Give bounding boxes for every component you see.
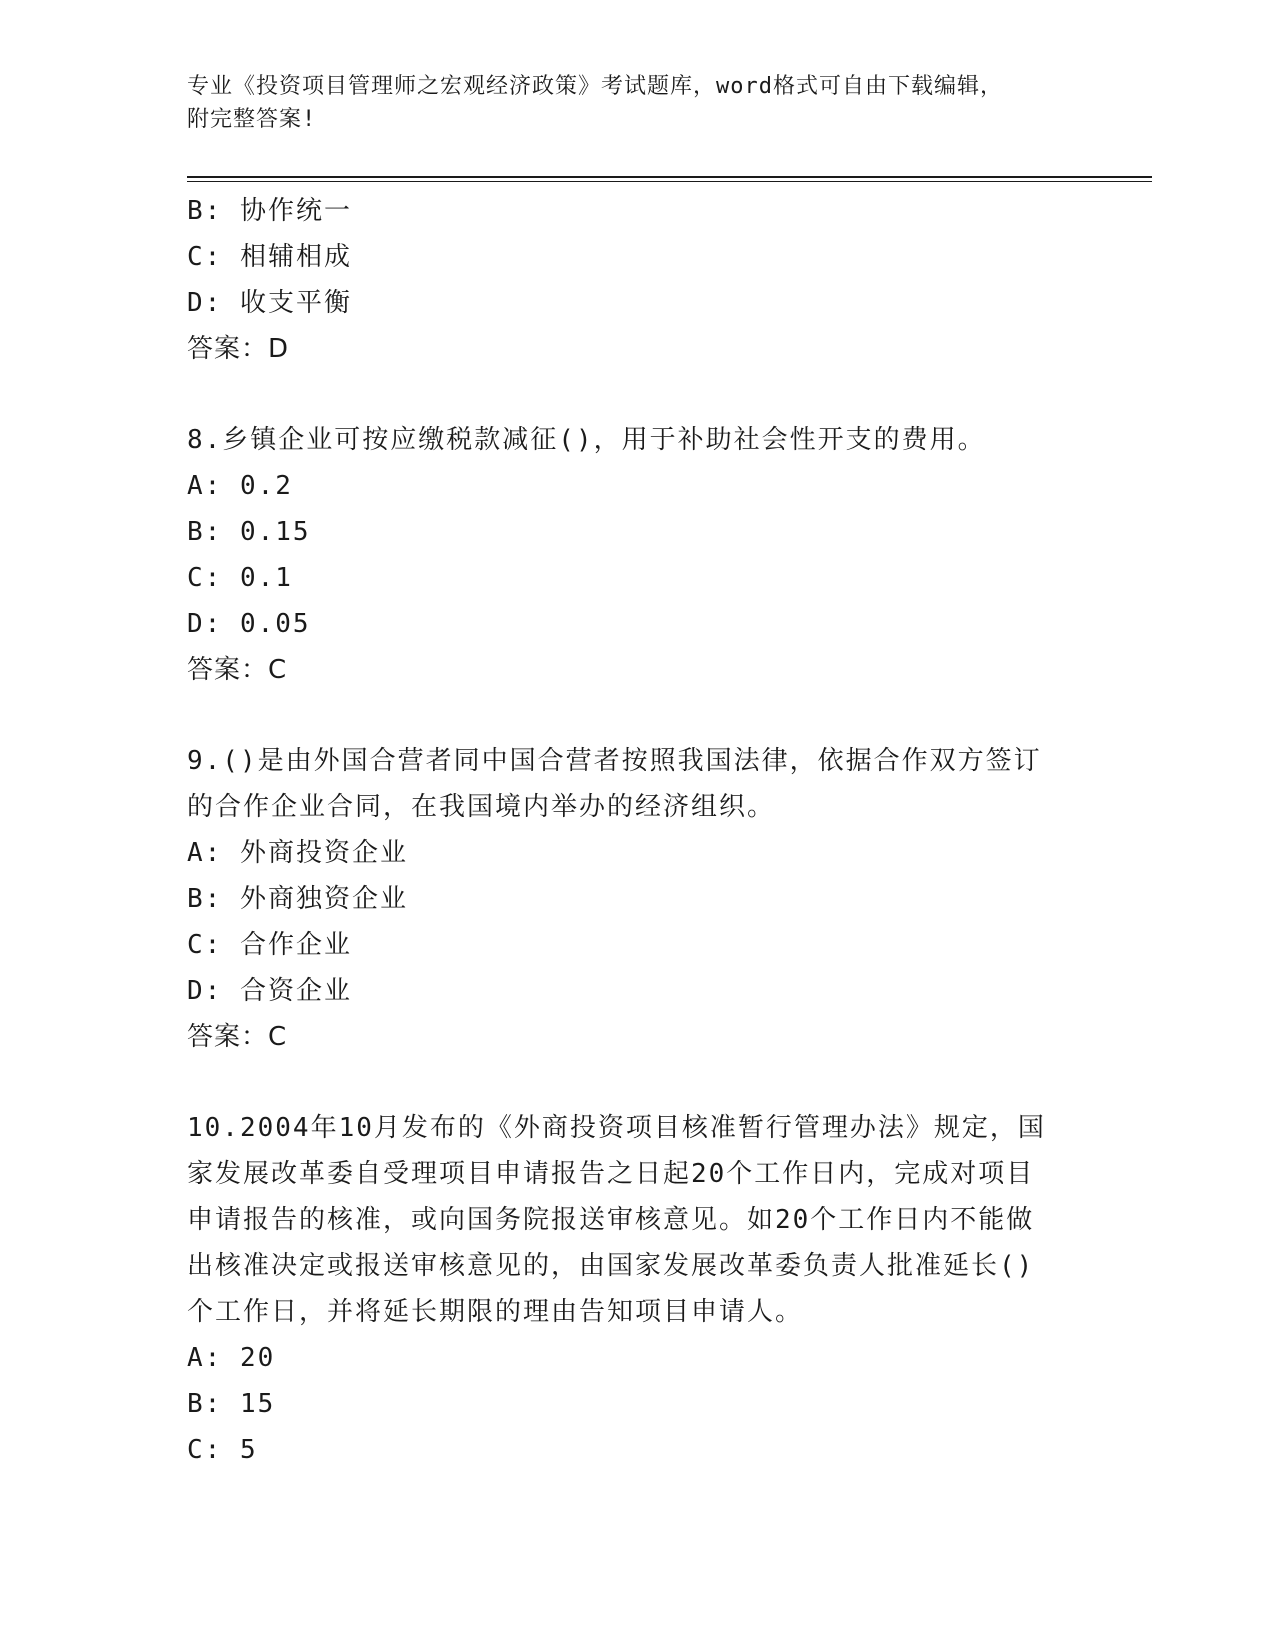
q8-option-d: D: 0.05 bbox=[187, 609, 311, 639]
q10-stem-line-5: 个工作日，并将延长期限的理由告知项目申请人。 bbox=[187, 1297, 804, 1327]
q10-stem-line-3: 申请报告的核准，或向国务院报送审核意见。如20个工作日内不能做 bbox=[187, 1205, 1035, 1235]
q9-option-a: A: 外商投资企业 bbox=[187, 838, 408, 868]
q9-option-b: B: 外商独资企业 bbox=[187, 884, 408, 914]
header-title-line-1: 专业《投资项目管理师之宏观经济政策》考试题库，word格式可自由下载编辑， bbox=[187, 74, 1003, 99]
document-header bbox=[187, 70, 1087, 136]
header-title-line-2: 附完整答案! bbox=[187, 107, 317, 132]
q10-option-a: A: 20 bbox=[187, 1343, 276, 1373]
q10-option-b: B: 15 bbox=[187, 1389, 276, 1419]
q8-answer: 答案：C bbox=[187, 655, 288, 685]
q7-option-d: D: 收支平衡 bbox=[187, 288, 352, 318]
q8-option-b: B: 0.15 bbox=[187, 517, 311, 547]
q10-stem-line-4: 出核准决定或报送审核意见的，由国家发展改革委负责人批准延长() bbox=[187, 1251, 1035, 1281]
question-7-tail bbox=[187, 188, 1087, 372]
q8-stem-line-1: 8.乡镇企业可按应缴税款减征()，用于补助社会性开支的费用。 bbox=[187, 425, 986, 455]
q10-option-c: C: 5 bbox=[187, 1435, 258, 1465]
q10-stem-line-2: 家发展改革委自受理项目申请报告之日起20个工作日内，完成对项目 bbox=[187, 1159, 1035, 1189]
question-9 bbox=[187, 738, 1087, 1060]
header-rule-thick bbox=[187, 176, 1152, 178]
q7-option-c: C: 相辅相成 bbox=[187, 242, 352, 272]
header-rule-thin bbox=[187, 181, 1152, 182]
q8-option-c: C: 0.1 bbox=[187, 563, 293, 593]
q10-stem-line-1: 10.2004年10月发布的《外商投资项目核准暂行管理办法》规定，国 bbox=[187, 1113, 1046, 1143]
question-8 bbox=[187, 417, 1087, 693]
q7-answer: 答案：D bbox=[187, 334, 290, 364]
question-10 bbox=[187, 1105, 1087, 1473]
q7-option-b: B: 协作统一 bbox=[187, 196, 352, 226]
q9-stem-line-2: 的合作企业合同，在我国境内举办的经济组织。 bbox=[187, 792, 776, 822]
q9-answer: 答案：C bbox=[187, 1022, 288, 1052]
q9-stem-line-1: 9.()是由外国合营者同中国合营者按照我国法律，依据合作双方签订 bbox=[187, 746, 1042, 776]
q9-option-c: C: 合作企业 bbox=[187, 930, 352, 960]
question-list bbox=[187, 188, 1087, 1473]
q8-option-a: A: 0.2 bbox=[187, 471, 293, 501]
q9-option-d: D: 合资企业 bbox=[187, 976, 352, 1006]
